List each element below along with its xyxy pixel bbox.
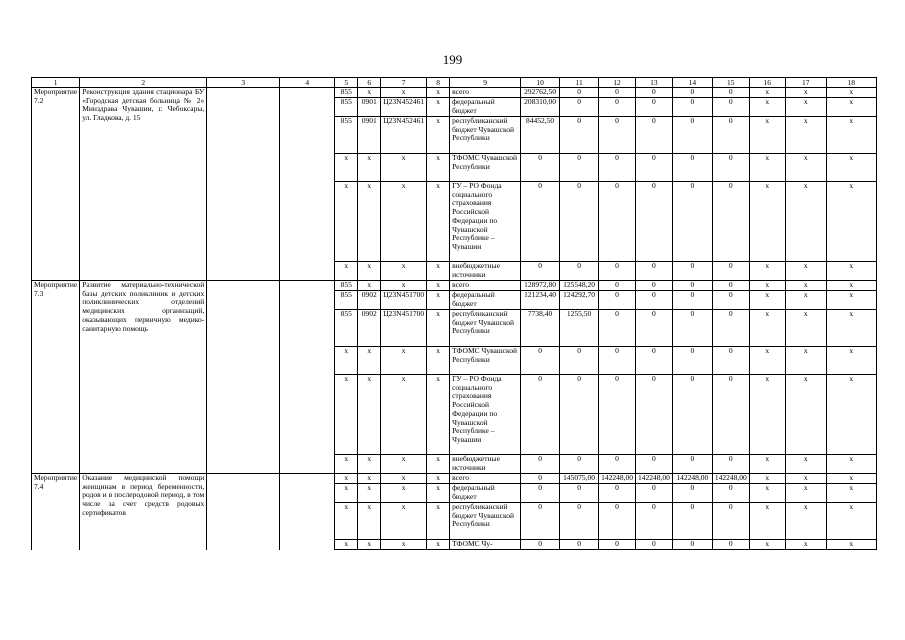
table-cell: 0902 — [358, 291, 381, 310]
funding-source: федеральный бюджет — [450, 484, 521, 503]
table-cell: x — [826, 540, 876, 550]
table-cell: 0 — [635, 503, 672, 540]
funding-source: ГУ – РО Фонда социального страхования Российской Федерации по Чувашской Республике – Чувашии — [450, 182, 521, 262]
table-cell: 1255,50 — [560, 310, 599, 347]
table-cell: 0 — [672, 375, 712, 455]
table-cell: 142248,00 — [635, 474, 672, 484]
table-cell: 0 — [560, 117, 599, 154]
table-cell: x — [826, 154, 876, 182]
table-cell: x — [358, 375, 381, 455]
table-cell: 84452,50 — [521, 117, 560, 154]
table-cell: 208310,00 — [521, 98, 560, 117]
table-cell: x — [785, 154, 826, 182]
table-cell: x — [785, 281, 826, 291]
table-cell: 0 — [560, 182, 599, 262]
table-cell: x — [427, 117, 450, 154]
table-cell: 0 — [560, 503, 599, 540]
table-cell: x — [826, 484, 876, 503]
table-cell: x — [826, 455, 876, 474]
table-cell: x — [427, 540, 450, 550]
column-header: 6 — [358, 78, 381, 88]
table-cell: x — [335, 347, 358, 375]
table-cell: x — [335, 474, 358, 484]
table-cell: x — [826, 503, 876, 540]
funding-source: внебюджетные источники — [450, 455, 521, 474]
table-cell: 0 — [521, 375, 560, 455]
table-cell: 7738,40 — [521, 310, 560, 347]
table-cell: 0 — [712, 455, 749, 474]
table-cell: 0 — [635, 310, 672, 347]
table-cell: x — [358, 347, 381, 375]
program-table — [31, 77, 877, 550]
table-cell: x — [785, 503, 826, 540]
table-cell: 0 — [599, 503, 636, 540]
column-header: 17 — [785, 78, 826, 88]
funding-source: федеральный бюджет — [450, 291, 521, 310]
table-cell: 0 — [599, 182, 636, 262]
table-cell: x — [749, 291, 785, 310]
table-cell: x — [381, 455, 427, 474]
table-cell: 0 — [712, 540, 749, 550]
table-cell: 0 — [521, 182, 560, 262]
empty-cell — [207, 88, 280, 281]
table-cell: 0 — [672, 455, 712, 474]
table-cell: x — [381, 375, 427, 455]
table-cell: x — [381, 88, 427, 98]
table-cell: 0 — [560, 455, 599, 474]
table-cell: x — [749, 154, 785, 182]
table-cell: x — [335, 182, 358, 262]
table-cell: x — [749, 262, 785, 281]
table-cell: 0 — [635, 291, 672, 310]
table-cell: x — [785, 484, 826, 503]
table-cell: 0 — [712, 347, 749, 375]
table-cell: 142248,00 — [712, 474, 749, 484]
table-cell: 0 — [672, 262, 712, 281]
table-cell: 0 — [521, 503, 560, 540]
table-cell: x — [826, 310, 876, 347]
table-cell: Ц23N451700 — [381, 291, 427, 310]
table-cell: 855 — [335, 291, 358, 310]
table-cell: x — [427, 375, 450, 455]
table-cell: 145075,00 — [560, 474, 599, 484]
table-cell: 0 — [712, 281, 749, 291]
funding-source: всего — [450, 281, 521, 291]
table-cell: 0 — [712, 98, 749, 117]
event-title: Развитие материально-технической базы детских поликлиник и детских поликлинических отделений медицинских организаций, оказывающих первичную медико-санитарную помощь — [80, 281, 207, 474]
table-cell: x — [427, 182, 450, 262]
funding-source: всего — [450, 88, 521, 98]
empty-cell — [207, 281, 280, 474]
page-number: 199 — [442, 52, 463, 67]
table-cell: x — [785, 88, 826, 98]
table-cell: 0 — [599, 98, 636, 117]
table-cell: 0 — [712, 503, 749, 540]
table-cell: 0 — [599, 455, 636, 474]
table-cell: 142248,00 — [672, 474, 712, 484]
table-cell: 0 — [599, 291, 636, 310]
table-cell: 0 — [521, 347, 560, 375]
table-cell: x — [358, 182, 381, 262]
table-cell: 0 — [635, 455, 672, 474]
table-cell: x — [335, 503, 358, 540]
table-cell: 0 — [599, 117, 636, 154]
table-cell: x — [427, 98, 450, 117]
table-cell: x — [335, 484, 358, 503]
column-header: 13 — [635, 78, 672, 88]
table-cell: x — [335, 540, 358, 550]
table-cell: x — [826, 291, 876, 310]
table-cell: x — [381, 262, 427, 281]
table-cell: 0 — [635, 540, 672, 550]
table-cell: 0 — [712, 182, 749, 262]
table-cell: 0 — [672, 117, 712, 154]
table-cell: x — [427, 310, 450, 347]
table-cell: 0 — [712, 291, 749, 310]
table-cell: x — [427, 455, 450, 474]
event-title: Оказание медицинской помощи женщинам в период беременности, родов и в послеродовой период, в том числе за счет средств родовых сертификатов — [80, 474, 207, 550]
column-header: 14 — [672, 78, 712, 88]
table-cell: x — [785, 98, 826, 117]
table-cell: x — [358, 503, 381, 540]
table-cell: x — [358, 154, 381, 182]
table-cell: 0 — [672, 154, 712, 182]
column-header-row — [32, 78, 877, 88]
table-cell: x — [358, 484, 381, 503]
table-cell: 0 — [521, 474, 560, 484]
table-cell: x — [749, 88, 785, 98]
table-cell: x — [749, 182, 785, 262]
table-cell: x — [785, 474, 826, 484]
column-header: 12 — [599, 78, 636, 88]
table-cell: 0 — [560, 262, 599, 281]
table-cell: x — [358, 262, 381, 281]
table-cell: x — [358, 281, 381, 291]
table-cell: 0 — [672, 98, 712, 117]
table-cell: x — [381, 540, 427, 550]
table-cell: x — [826, 281, 876, 291]
event-label: Мероприятие 7.2 — [32, 88, 80, 281]
table-cell: x — [785, 310, 826, 347]
table-cell: 855 — [335, 281, 358, 291]
table-body — [32, 88, 877, 550]
table-cell: 0 — [599, 347, 636, 375]
table-cell: x — [427, 347, 450, 375]
table-cell: x — [785, 375, 826, 455]
table-cell: x — [381, 503, 427, 540]
table-cell: x — [785, 182, 826, 262]
table-cell: x — [749, 503, 785, 540]
table-cell: 0 — [712, 484, 749, 503]
table-cell: x — [749, 98, 785, 117]
table-cell: 0 — [599, 154, 636, 182]
event-label: Мероприятие 7.3 — [32, 281, 80, 474]
funding-source: ТФОМС Чувашской Республики — [450, 347, 521, 375]
table-cell: x — [427, 154, 450, 182]
table-cell: x — [381, 474, 427, 484]
table-cell: 0 — [635, 98, 672, 117]
funding-source: ГУ – РО Фонда социального страхования Российской Федерации по Чувашской Республике – Чувашии — [450, 375, 521, 455]
table-cell: 0901 — [358, 117, 381, 154]
column-header: 9 — [450, 78, 521, 88]
column-header: 15 — [712, 78, 749, 88]
table-cell: x — [335, 455, 358, 474]
table-cell: x — [826, 98, 876, 117]
table-cell: 0 — [560, 154, 599, 182]
table-cell: x — [427, 262, 450, 281]
table-cell: x — [381, 484, 427, 503]
column-header: 5 — [335, 78, 358, 88]
table-cell: 0 — [712, 262, 749, 281]
table-cell: 292762,50 — [521, 88, 560, 98]
event-label: Мероприятие 7.4 — [32, 474, 80, 550]
column-header: 1 — [32, 78, 80, 88]
table-cell: 0 — [672, 347, 712, 375]
empty-cell — [280, 474, 335, 550]
table-cell: x — [749, 375, 785, 455]
table-cell: x — [785, 117, 826, 154]
table-cell: x — [381, 347, 427, 375]
table-cell: 0 — [635, 484, 672, 503]
column-header: 2 — [80, 78, 207, 88]
table-cell: x — [785, 540, 826, 550]
funding-source: ТФОМС Чу- — [450, 540, 521, 550]
table-cell: 0 — [672, 281, 712, 291]
table-cell: 142248,00 — [599, 474, 636, 484]
table-cell: 0 — [672, 540, 712, 550]
table-cell: x — [335, 375, 358, 455]
table-cell: 0 — [635, 182, 672, 262]
table-cell: x — [358, 474, 381, 484]
table-cell: 0 — [635, 281, 672, 291]
table-cell: x — [749, 484, 785, 503]
table-cell: 0 — [672, 291, 712, 310]
table-cell: 0 — [599, 88, 636, 98]
table-cell: 0 — [599, 310, 636, 347]
table-cell: 0 — [635, 375, 672, 455]
table-cell: x — [785, 291, 826, 310]
table-cell: x — [335, 262, 358, 281]
table-row — [32, 88, 877, 98]
table-cell: x — [826, 182, 876, 262]
table-cell: 0 — [635, 262, 672, 281]
column-header: 18 — [826, 78, 876, 88]
table-cell: x — [749, 117, 785, 154]
table-cell: 0 — [635, 154, 672, 182]
table-cell: 0 — [560, 540, 599, 550]
table-cell: x — [826, 347, 876, 375]
table-cell: 0 — [560, 88, 599, 98]
table-cell: x — [335, 154, 358, 182]
table-cell: x — [749, 347, 785, 375]
event-title: Реконструкция здания стационара БУ «Городская детская больница № 2» Минздрава Чувашии, г. Чебоксары, ул. Гладкова, д. 15 — [80, 88, 207, 281]
table-cell: 0 — [521, 484, 560, 503]
table-cell: x — [749, 281, 785, 291]
table-cell: x — [427, 88, 450, 98]
column-header: 3 — [207, 78, 280, 88]
funding-source: республиканский бюджет Чувашской Республики — [450, 117, 521, 154]
table-cell: x — [826, 262, 876, 281]
table-cell: 0 — [635, 347, 672, 375]
table-cell: 0 — [521, 154, 560, 182]
table-cell: 0902 — [358, 310, 381, 347]
table-cell: x — [785, 347, 826, 375]
table-cell: x — [427, 281, 450, 291]
table-cell: 0 — [672, 88, 712, 98]
table-cell: x — [427, 474, 450, 484]
table-cell: 0 — [672, 310, 712, 347]
table-cell: 0 — [712, 310, 749, 347]
table-cell: x — [358, 88, 381, 98]
column-header: 8 — [427, 78, 450, 88]
table-cell: 855 — [335, 98, 358, 117]
table-cell: x — [785, 455, 826, 474]
funding-source: республиканский бюджет Чувашской Республики — [450, 310, 521, 347]
table-cell: 0901 — [358, 98, 381, 117]
table-cell: 0 — [712, 117, 749, 154]
table-cell: x — [381, 154, 427, 182]
table-cell: 0 — [599, 484, 636, 503]
table-cell: x — [381, 182, 427, 262]
table-cell: x — [826, 88, 876, 98]
table-cell: 0 — [521, 455, 560, 474]
table-cell: Ц23N451700 — [381, 310, 427, 347]
table-cell: Ц23N452461 — [381, 117, 427, 154]
table-cell: x — [749, 540, 785, 550]
table-cell: 855 — [335, 117, 358, 154]
table-cell: 0 — [599, 540, 636, 550]
column-header: 7 — [381, 78, 427, 88]
column-header: 4 — [280, 78, 335, 88]
table-cell: x — [427, 503, 450, 540]
table-cell: x — [381, 281, 427, 291]
table-cell: 0 — [672, 503, 712, 540]
table-cell: x — [749, 310, 785, 347]
table-cell: 855 — [335, 310, 358, 347]
table-cell: x — [427, 484, 450, 503]
empty-cell — [280, 281, 335, 474]
table-cell: 0 — [521, 540, 560, 550]
table-cell: 0 — [560, 375, 599, 455]
table-cell: x — [427, 291, 450, 310]
empty-cell — [207, 474, 280, 550]
funding-source: внебюджетные источники — [450, 262, 521, 281]
table-cell: 0 — [635, 117, 672, 154]
table-cell: 0 — [560, 347, 599, 375]
table-cell: 0 — [635, 88, 672, 98]
table-cell: x — [358, 455, 381, 474]
table-cell: 0 — [672, 182, 712, 262]
table-cell: 0 — [712, 375, 749, 455]
table-cell: x — [826, 375, 876, 455]
table-cell: x — [358, 540, 381, 550]
table-cell: Ц23N452461 — [381, 98, 427, 117]
table-row — [32, 474, 877, 484]
column-header: 16 — [749, 78, 785, 88]
table-cell: 0 — [712, 88, 749, 98]
funding-source: федеральный бюджет — [450, 98, 521, 117]
table-cell: 0 — [560, 98, 599, 117]
funding-source: республиканский бюджет Чувашской Республики — [450, 503, 521, 540]
table-cell: 0 — [599, 375, 636, 455]
table-cell: x — [749, 455, 785, 474]
funding-source: всего — [450, 474, 521, 484]
table-cell: 0 — [672, 484, 712, 503]
table-cell: 0 — [712, 154, 749, 182]
table-cell: 124292,70 — [560, 291, 599, 310]
column-header: 10 — [521, 78, 560, 88]
funding-source: ТФОМС Чувашской Республики — [450, 154, 521, 182]
table-cell: 121234,40 — [521, 291, 560, 310]
table-cell: 0 — [599, 281, 636, 291]
table-cell: 0 — [560, 484, 599, 503]
table-cell: 0 — [521, 262, 560, 281]
table-cell: x — [826, 474, 876, 484]
table-cell: 125548,20 — [560, 281, 599, 291]
table-cell: x — [826, 117, 876, 154]
table-cell: 855 — [335, 88, 358, 98]
empty-cell — [280, 88, 335, 281]
table-cell: 0 — [599, 262, 636, 281]
table-cell: x — [749, 474, 785, 484]
table-cell: 128972,80 — [521, 281, 560, 291]
table-cell: x — [785, 262, 826, 281]
column-header: 11 — [560, 78, 599, 88]
table-row — [32, 281, 877, 291]
